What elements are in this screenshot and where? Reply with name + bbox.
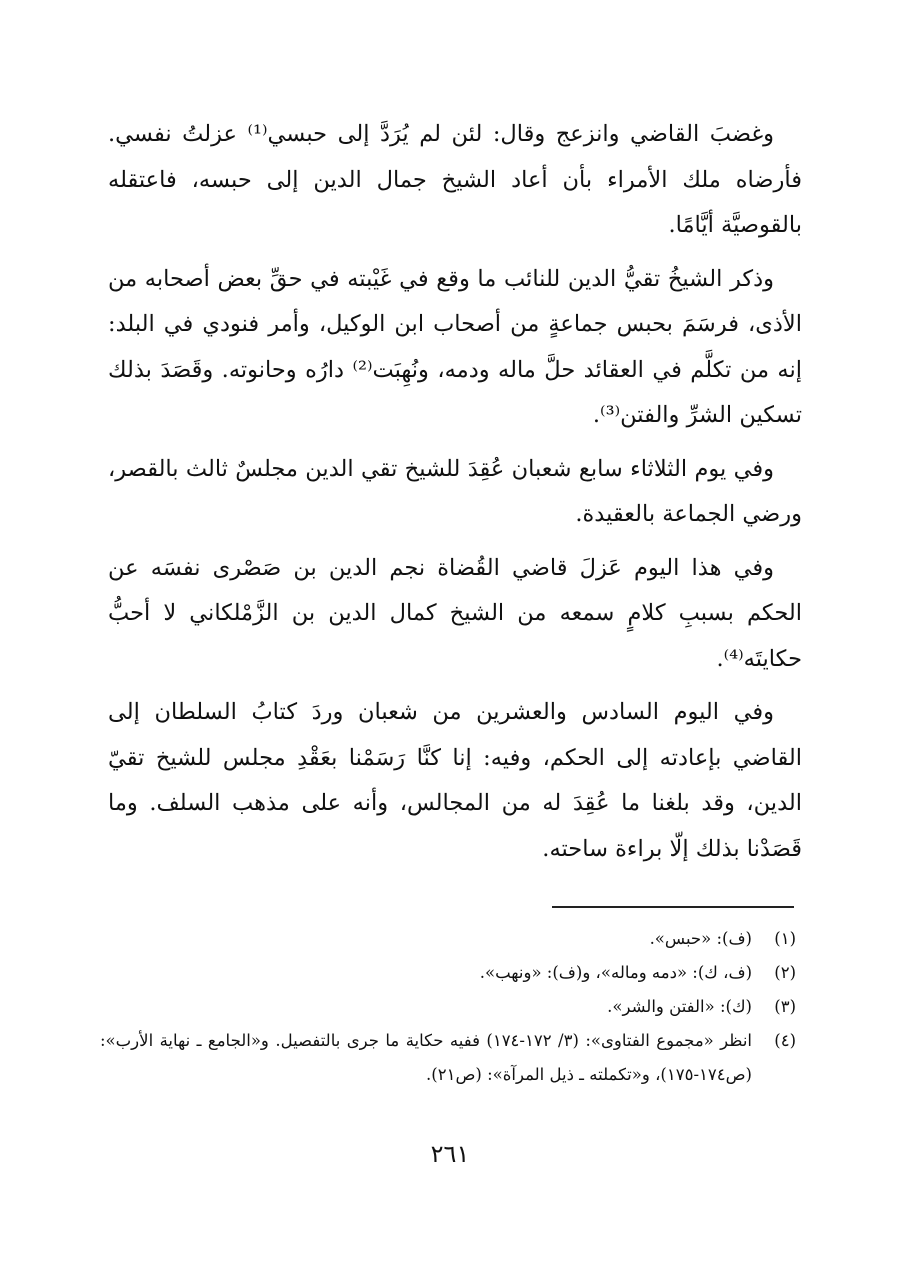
- footnote-text: انظر «مجموع الفتاوى»: (٣/ ١٧٢-١٧٤) ففيه حكاية ما جرى بالتفصيل. و«الجامع ـ نهاية الأرب»: (ص١٧٤-١٧٥)، و«تكملته ـ ذيل المرآة»: (ص٢١).: [100, 1031, 752, 1084]
- footnote-number: (٢): [774, 963, 796, 982]
- paragraph-3: وفي يوم الثلاثاء سابع شعبان عُقِدَ للشيخ تقي الدين مجلسٌ ثالث بالقصر، ورضي الجماعة بالعقيدة.: [108, 455, 802, 527]
- footnote-4: [100, 1024, 796, 1092]
- footnotes: [100, 922, 796, 1092]
- footnote-text: (ف): «حبس».: [649, 929, 752, 948]
- footnote-2: [100, 956, 796, 990]
- paragraph-5: وفي اليوم السادس والعشرين من شعبان وردَ كتابُ السلطان إلى القاضي بإعادته إلى الحكم، وفيه: إنا كنَّا رَسَمْنا بعَقْدِ مجلس للشيخ تقيّ الدين، وقد بلغنا ما عُقِدَ له من المجالس، وأنه على مذهب السلف. وما قَصَدْنا بذلك إلّا براءة ساحته.: [108, 699, 802, 862]
- paragraph-2: وذكر الشيخُ تقيُّ الدين للنائب ما وقع في غَيْبته في حقِّ بعض أصحابه من الأذى، فرسَمَ بحبس جماعةٍ من أصحاب ابن الوكيل، وأمر فنودي في البلد: إنه من تكلَّم في العقائد حلَّ ماله ودمه، ونُهِبَت⁽²⁾ دارُه وحانوته. وقَصَدَ بذلك تسكين الشرِّ والفتن⁽³⁾.: [108, 265, 803, 428]
- footnote-text: (ك): «الفتن والشر».: [607, 997, 752, 1016]
- paragraph-1: وغضبَ القاضي وانزعج وقال: لئن لم يُرَدَّ إلى حبسي⁽¹⁾ عزلتُ نفسي. فأرضاه ملك الأمراء بأن أعاد الشيخ جمال الدين إلى حبسه، فاعتقله بالقوصيَّة أيَّامًا.: [108, 121, 802, 238]
- footnote-1: [100, 922, 796, 956]
- footnote-3: [100, 990, 796, 1024]
- footnote-number: (٣): [774, 997, 796, 1016]
- footnote-number: (٤): [774, 1031, 796, 1050]
- main-text: [108, 112, 802, 880]
- page-number: ٢٦١: [430, 1140, 470, 1168]
- footnote-number: (١): [774, 929, 796, 948]
- paragraph-4: وفي هذا اليوم عَزلَ قاضي القُضاة نجم الدين بن صَصْرى نفسَه عن الحكم بسببِ كلامٍ سمعه من الشيخ كمال الدين بن الزَّمْلكاني لا أحبُّ حكايتَه⁽⁴⁾.: [108, 554, 802, 672]
- footnote-text: (ف، ك): «دمه وماله»، و(ف): «ونهب».: [479, 963, 752, 982]
- footnote-separator: [552, 906, 794, 908]
